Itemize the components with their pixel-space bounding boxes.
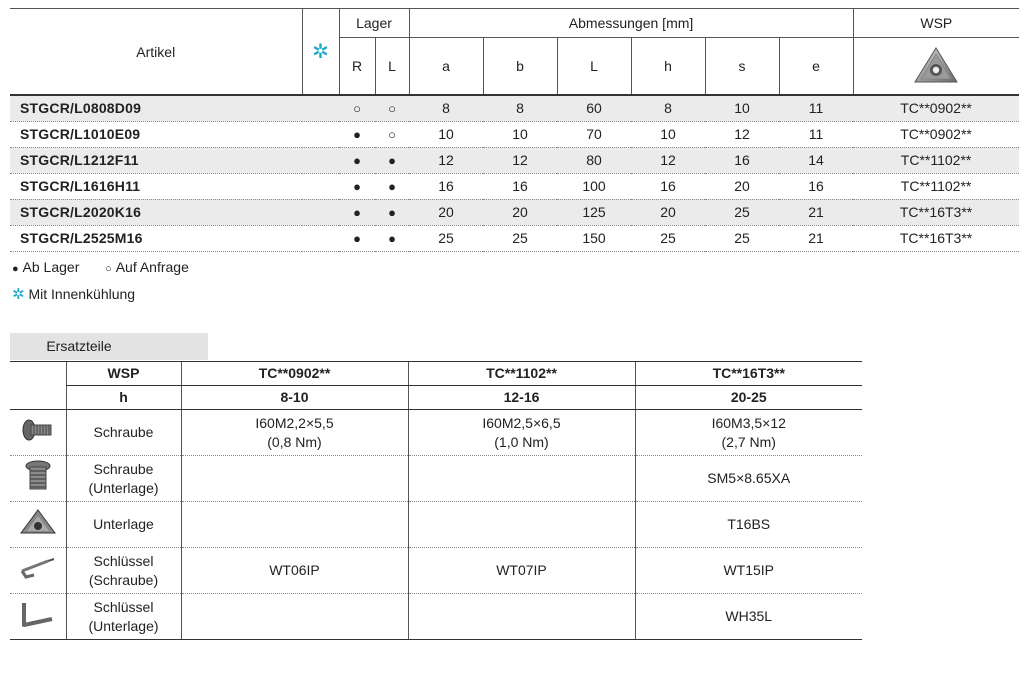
header-s: s xyxy=(705,38,779,96)
spare-part-row xyxy=(10,548,862,594)
cell-s: 12 xyxy=(734,126,750,142)
table-row xyxy=(10,225,1019,251)
cell-e: 11 xyxy=(808,126,824,142)
spare-h-col-1: 8-10 xyxy=(181,386,408,410)
legend-coolant-label: Mit Innenkühlung xyxy=(28,286,136,302)
cell-h: 16 xyxy=(660,178,676,194)
spare-wsp-col-3: TC**16T3** xyxy=(635,362,862,386)
header-L: L xyxy=(557,38,631,96)
spare-part-value: I60M2,2×5,5 (0,8 Nm) xyxy=(181,410,408,456)
cell-l: ○ xyxy=(388,100,396,116)
cell-L: 125 xyxy=(582,204,606,220)
spare-h-col-3: 20-25 xyxy=(635,386,862,410)
spare-part-value: I60M2,5×6,5 (1,0 Nm) xyxy=(408,410,635,456)
cell-h: 12 xyxy=(660,152,676,168)
screw-icon xyxy=(10,410,66,456)
cell-a: 25 xyxy=(438,230,454,246)
coolant-legend-icon: ✲ xyxy=(12,286,25,303)
cell-L: 150 xyxy=(582,230,606,246)
spare-part-label: Schlüssel (Unterlage) xyxy=(66,594,181,640)
tool-holder-table xyxy=(10,8,1019,252)
spare-part-value xyxy=(408,456,635,502)
header-a: a xyxy=(409,38,483,96)
cell-a: 20 xyxy=(438,204,454,220)
cell-a: 12 xyxy=(438,152,454,168)
spare-part-value: WT06IP xyxy=(181,548,408,594)
legend-availability xyxy=(12,259,189,275)
legend-request-label: Auf Anfrage xyxy=(115,259,189,275)
header-wsp: WSP xyxy=(853,9,1019,38)
cell-wsp: TC**1102** xyxy=(900,152,972,168)
cell-l: ● xyxy=(388,204,396,220)
header-b: b xyxy=(483,38,557,96)
triangle-insert-icon xyxy=(853,38,1019,96)
spare-part-value: WT07IP xyxy=(408,548,635,594)
cell-r: ● xyxy=(353,204,361,220)
table-row xyxy=(10,147,1019,173)
spare-part-label: Unterlage xyxy=(66,502,181,548)
cell-wsp: TC**0902** xyxy=(900,100,972,117)
coolant-icon: ✲ xyxy=(302,9,339,96)
spare-part-value xyxy=(181,594,408,640)
cell-h: 8 xyxy=(664,100,672,117)
article-code: STGCR/L2020K16 xyxy=(20,204,142,220)
table-row xyxy=(10,173,1019,199)
spare-h-label: h xyxy=(66,386,181,410)
cell-r: ● xyxy=(353,230,361,246)
header-abmessungen: Abmessungen [mm] xyxy=(409,9,853,38)
cell-r: ○ xyxy=(353,100,361,116)
cell-s: 25 xyxy=(734,204,750,220)
cell-a: 16 xyxy=(438,178,454,194)
cell-e: 21 xyxy=(808,204,824,220)
cell-a: 10 xyxy=(438,126,454,142)
spare-part-value xyxy=(181,456,408,502)
header-l: L xyxy=(375,38,409,96)
spare-part-value: WT15IP xyxy=(635,548,862,594)
cell-l: ● xyxy=(388,152,396,168)
spare-parts-table xyxy=(10,361,862,640)
table-row xyxy=(10,121,1019,147)
cell-wsp: TC**0902** xyxy=(900,126,972,142)
spare-part-row xyxy=(10,594,862,640)
spare-part-value: WH35L xyxy=(635,594,862,640)
spare-part-value: I60M3,5×12 (2,7 Nm) xyxy=(635,410,862,456)
hex-key-icon xyxy=(10,594,66,640)
request-circle-icon: ○ xyxy=(105,263,112,275)
cell-wsp: TC**16T3** xyxy=(899,204,973,220)
cell-r: ● xyxy=(353,126,361,142)
header-h: h xyxy=(631,38,705,96)
article-code: STGCR/L1212F11 xyxy=(20,152,139,168)
cell-L: 100 xyxy=(582,178,606,194)
cell-b: 20 xyxy=(512,204,528,220)
cell-l: ● xyxy=(388,230,396,246)
cell-s: 20 xyxy=(734,178,750,194)
spare-wsp-label: WSP xyxy=(66,362,181,386)
spare-wsp-col-2: TC**1102** xyxy=(408,362,635,386)
cell-r: ● xyxy=(353,152,361,168)
spare-part-row xyxy=(10,456,862,502)
header-e: e xyxy=(779,38,853,96)
article-code: STGCR/L0808D09 xyxy=(20,100,142,117)
cell-b: 12 xyxy=(512,152,528,168)
spare-parts-title: Ersatzteile xyxy=(10,333,208,360)
cell-a: 8 xyxy=(442,100,450,117)
cell-L: 70 xyxy=(586,126,602,142)
cell-L: 80 xyxy=(586,152,602,168)
spare-part-value: SM5×8.65XA xyxy=(635,456,862,502)
header-lager: Lager xyxy=(339,9,409,38)
cell-e: 11 xyxy=(808,100,824,117)
spare-part-row xyxy=(10,502,862,548)
cell-s: 25 xyxy=(734,230,750,246)
header-r: R xyxy=(339,38,375,96)
spare-wsp-col-1: TC**0902** xyxy=(181,362,408,386)
cell-h: 10 xyxy=(660,126,676,142)
stock-dot-icon: ● xyxy=(12,263,19,275)
spare-part-row xyxy=(10,410,862,456)
cell-l: ○ xyxy=(388,126,396,142)
header-artikel: Artikel xyxy=(10,9,302,96)
cell-h: 20 xyxy=(660,204,676,220)
cell-r: ● xyxy=(353,178,361,194)
cell-b: 8 xyxy=(516,100,524,117)
spare-part-label: Schraube (Unterlage) xyxy=(66,456,181,502)
spare-part-label: Schraube xyxy=(66,410,181,456)
torx-key-icon xyxy=(10,548,66,594)
cell-b: 25 xyxy=(512,230,528,246)
table-row xyxy=(10,199,1019,225)
spare-part-value: T16BS xyxy=(635,502,862,548)
cell-e: 16 xyxy=(808,178,824,194)
article-code: STGCR/L2525M16 xyxy=(20,230,143,246)
cell-wsp: TC**16T3** xyxy=(899,230,973,246)
spare-part-value xyxy=(408,502,635,548)
spare-part-value xyxy=(408,594,635,640)
cell-e: 14 xyxy=(808,152,824,168)
cell-s: 16 xyxy=(734,152,750,168)
shim-icon xyxy=(10,502,66,548)
shim-screw-icon xyxy=(10,456,66,502)
spare-h-col-2: 12-16 xyxy=(408,386,635,410)
table-row xyxy=(10,95,1019,121)
cell-b: 16 xyxy=(512,178,528,194)
cell-s: 10 xyxy=(734,100,750,117)
cell-h: 25 xyxy=(660,230,676,246)
cell-e: 21 xyxy=(808,230,824,246)
article-code: STGCR/L1616H11 xyxy=(20,178,141,194)
cell-l: ● xyxy=(388,178,396,194)
cell-L: 60 xyxy=(586,100,602,117)
legend-stock-label: Ab Lager xyxy=(22,259,80,275)
cell-wsp: TC**1102** xyxy=(900,178,972,194)
article-code: STGCR/L1010E09 xyxy=(20,126,141,142)
legend-coolant xyxy=(12,285,135,303)
spare-part-label: Schlüssel (Schraube) xyxy=(66,548,181,594)
spare-part-value xyxy=(181,502,408,548)
cell-b: 10 xyxy=(512,126,528,142)
